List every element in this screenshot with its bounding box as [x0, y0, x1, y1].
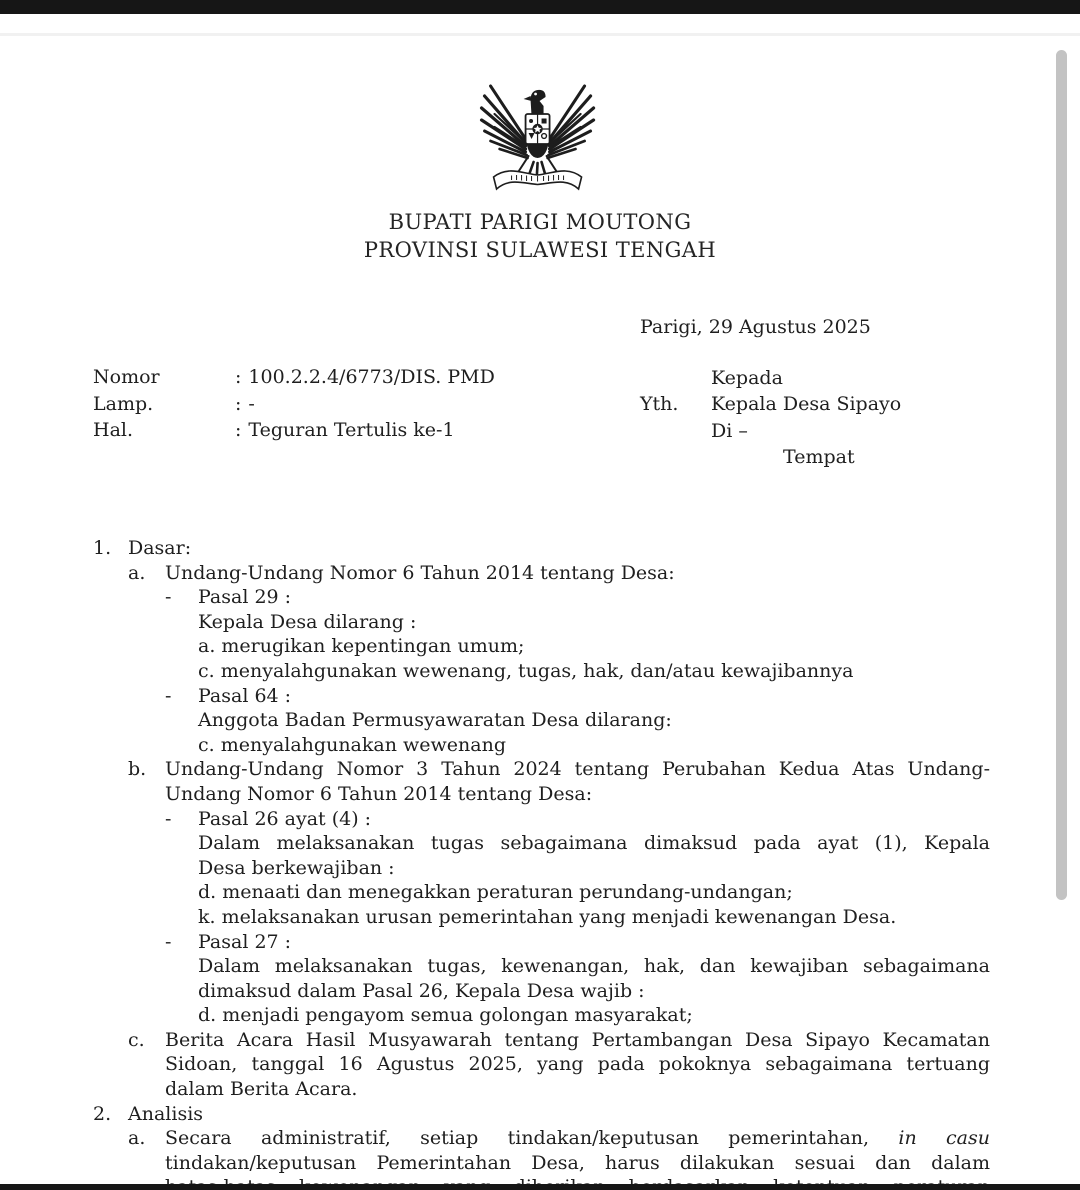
body-line-text: Undang-Undang Nomor 6 Tahun 2014 tentang Desa: — [165, 561, 675, 584]
scrollbar-thumb[interactable] — [1056, 50, 1067, 900]
body-line — [93, 1102, 990, 1127]
meta-label: Hal. — [93, 419, 134, 441]
body-line-text: dalam Berita Acara. — [165, 1078, 358, 1101]
meta-label: Lamp. — [93, 392, 154, 415]
body-line — [93, 1151, 990, 1176]
body-line-text: Dalam melaksanakan tugas, kewenangan, hak, dan kewajiban sebagaimana — [198, 955, 990, 978]
recipient-yth — [640, 391, 901, 417]
body-line — [93, 659, 990, 684]
body-line-text: tindakan/keputusan Pemerintahan Desa, harus dilakukan sesuai dan dalam — [165, 1151, 990, 1174]
list-marker: c. — [128, 1028, 145, 1051]
body-line — [93, 708, 990, 733]
body-line — [93, 634, 990, 659]
meta-field-lamp — [93, 391, 495, 418]
meta-label: Nomor — [93, 366, 160, 388]
body-line-text: Pasal 64 : — [198, 684, 292, 707]
body-line — [93, 880, 990, 905]
body-line-text: Pasal 26 ayat (4) : — [198, 807, 372, 830]
body-line-text: d. menaati dan menegakkan peraturan perundang-undangan; — [198, 881, 793, 904]
body-line-text: Dalam melaksanakan tugas sebagaimana dimaksud pada ayat (1), Kepala — [198, 832, 990, 855]
meta-field-nomor — [93, 364, 495, 391]
body-line — [93, 610, 990, 635]
body-line — [93, 856, 990, 881]
body-line — [93, 1052, 990, 1077]
body-line-text: k. melaksanakan urusan pemerintahan yang menjadi kewenangan Desa. — [198, 905, 897, 928]
body-line — [93, 561, 990, 586]
garuda-icon — [477, 70, 599, 202]
list-marker: - — [165, 807, 172, 830]
list-marker: a. — [128, 1127, 146, 1150]
recipient-tempat-label: Tempat — [783, 445, 855, 468]
body-line-text: Undang Nomor 6 Tahun 2014 tentang Desa: — [165, 782, 593, 805]
body-line — [93, 684, 990, 709]
letter-meta-fields — [93, 364, 495, 444]
recipient-kepada — [640, 365, 901, 391]
body-line — [93, 1003, 990, 1028]
meta-value: Teguran Tertulis ke-1 — [248, 419, 455, 441]
meta-separator: : — [235, 419, 242, 441]
body-line — [93, 954, 990, 979]
body-line — [93, 1028, 990, 1053]
letter-date: Parigi, 29 Agustus 2025 — [640, 316, 871, 338]
body-line — [93, 757, 990, 782]
body-line — [93, 831, 990, 856]
body-line-text: Berita Acara Hasil Musyawarah tentang Pertambangan Desa Sipayo Kecamatan — [165, 1028, 990, 1051]
recipient-di — [640, 418, 901, 444]
body-line-text: Sidoan, tanggal 16 Agustus 2025, yang pada pokoknya sebagaimana tertuang — [165, 1053, 990, 1076]
top-bar — [0, 0, 1080, 14]
body-line-text: Dasar: — [128, 537, 192, 559]
body-line-text: c. menyalahgunakan wewenang, tugas, hak, dan/atau kewajibannya — [198, 659, 854, 682]
body-line — [93, 536, 990, 561]
body-line-text: a. merugikan kepentingan umum; — [198, 635, 525, 658]
scrollbar[interactable] — [1054, 36, 1070, 1184]
recipient-di-label: Di – — [711, 419, 748, 442]
list-marker: 2. — [93, 1102, 112, 1125]
body-line — [93, 807, 990, 832]
recipient-tempat — [640, 444, 901, 470]
body-line — [93, 585, 990, 610]
body-line-text: Kepala Desa dilarang : — [198, 610, 417, 633]
meta-separator: : — [235, 392, 242, 415]
body-line-text: Secara administratif, setiap tindakan/keputusan pemerintahan, — [165, 1127, 870, 1150]
list-marker: - — [165, 684, 172, 707]
body-line-text: d. menjadi pengayom semua golongan masyarakat; — [198, 1004, 693, 1027]
list-marker: a. — [128, 561, 146, 584]
recipient-kepada-label: Kepada — [711, 367, 783, 389]
letterhead-subtitle: PROVINSI SULAWESI TENGAH — [363, 238, 717, 262]
body-line — [93, 979, 990, 1004]
meta-value: 100.2.2.4/6773/DIS. PMD — [248, 366, 495, 388]
letterhead-title: BUPATI PARIGI MOUTONG — [388, 210, 692, 234]
body-line-text: Pasal 27 : — [198, 930, 292, 953]
body-line-text: Analisis — [128, 1102, 204, 1125]
garuda-pancasila-emblem — [477, 70, 599, 202]
list-marker: - — [165, 586, 172, 609]
body-line — [93, 905, 990, 930]
document-page — [0, 14, 1080, 1190]
chrome-separator-line — [0, 33, 1080, 36]
body-line — [93, 930, 990, 955]
meta-value: - — [248, 392, 255, 415]
meta-separator: : — [235, 366, 242, 388]
body-line-text: dimaksud dalam Pasal 26, Kepala Desa wajib : — [198, 979, 645, 1002]
body-line-text: Pasal 29 : — [198, 586, 292, 609]
body-line — [93, 782, 990, 807]
body-line — [93, 733, 990, 758]
recipient-block — [640, 365, 901, 470]
body-line — [93, 1126, 990, 1151]
list-marker: - — [165, 930, 172, 953]
body-line-text: Desa berkewajiban : — [198, 856, 395, 879]
body-line-text: c. menyalahgunakan wewenang — [198, 733, 506, 756]
body-line-text: Undang-Undang Nomor 3 Tahun 2024 tentang Perubahan Kedua Atas Undang- — [165, 758, 990, 781]
recipient-yth-label: Yth. — [640, 393, 679, 416]
list-marker: 1. — [93, 537, 112, 559]
body-line — [93, 1077, 990, 1102]
bottom-bar — [0, 1184, 1080, 1190]
recipient-name: Kepala Desa Sipayo — [711, 393, 902, 416]
body-line-text: Anggota Badan Permusyawaratan Desa dilarang: — [198, 709, 672, 732]
italic-phrase: in casu — [898, 1127, 990, 1150]
meta-field-hal — [93, 417, 495, 444]
letter-body — [93, 536, 990, 1190]
list-marker: b. — [128, 758, 147, 781]
